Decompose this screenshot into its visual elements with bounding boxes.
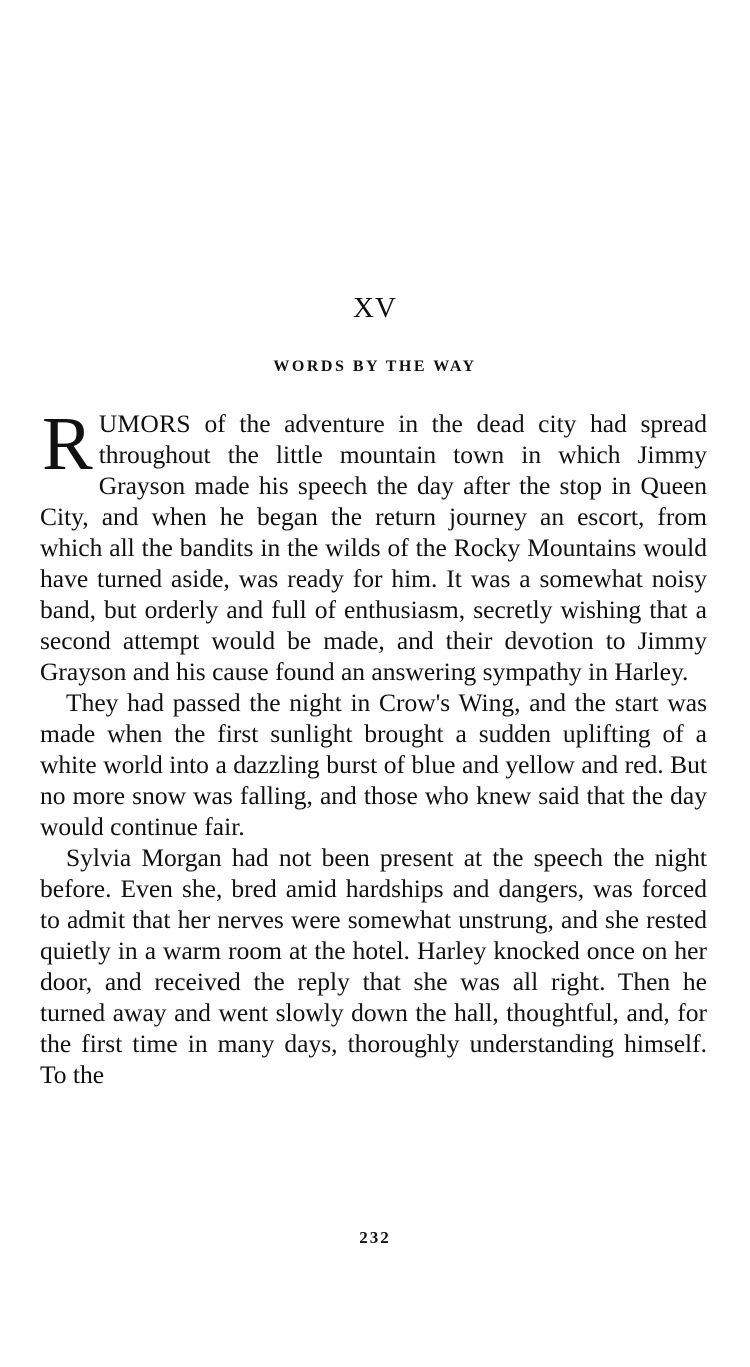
paragraph-1 (40, 402, 707, 687)
chapter-title: WORDS BY THE WAY (273, 358, 477, 375)
paragraph-1-lead-word: UMORS (98, 409, 191, 438)
chapter-body (40, 402, 707, 1090)
paragraph-2: They had passed the night in Crow's Wing, and the start was made when the first sunlight brought a sudden uplifting of a white world into a dazzling burst of blue and yellow and red. But no more snow was falling, and those who knew said that the day would continue fair. (40, 688, 707, 841)
page-number: 232 (359, 1228, 391, 1247)
paragraph-3: Sylvia Morgan had not been present at the speech the night before. Even she, bred amid hardships and dangers, was forced to admit that her nerves were somewhat unstrung, and she rested quietly in a warm room at the hotel. Harley knocked once on her door, and received the reply that she was all right. Then he turned away and went slowly down the hall, thoughtful, and, for the first time in many days, thoroughly understanding himself. To the (40, 843, 707, 1089)
chapter-number: XV (353, 292, 397, 324)
drop-cap: R (42, 402, 93, 486)
paragraph-1-text: of the adventure in the dead city had spread throughout the little mountain town in which Jimmy Grayson made his speech the day after the stop in Queen City, and when he began the return journey an escort, from which all the bandits in the wilds of the Rocky Mountains would have turned aside, was ready for him. It was a somewhat noisy band, but orderly and full of enthusiasm, secretly wishing that a second attempt would be made, and their devotion to Jimmy Grayson and his cause found an answering sympathy in Harley. (40, 409, 707, 686)
